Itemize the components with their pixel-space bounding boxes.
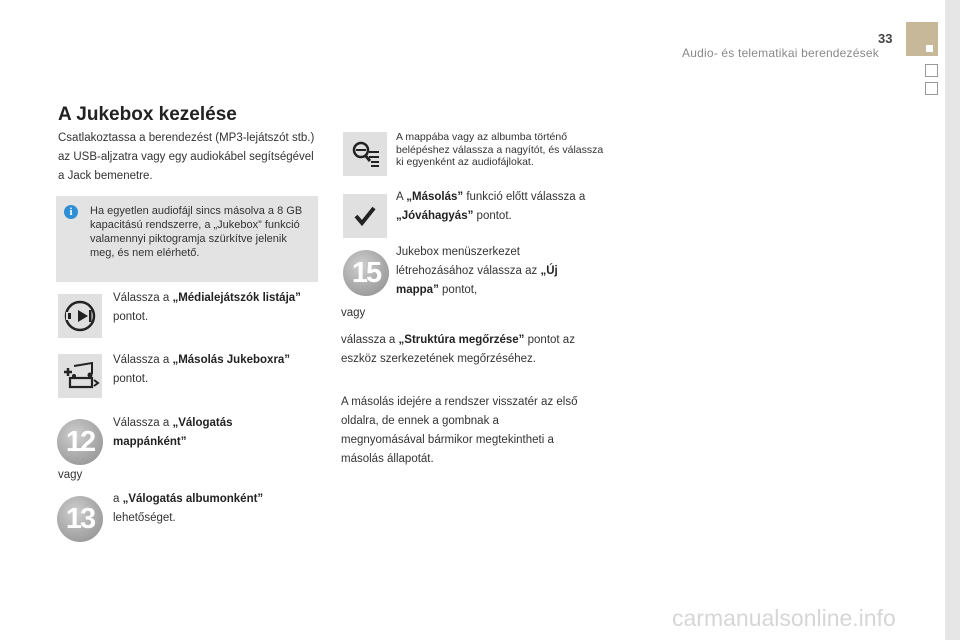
checkmark-icon xyxy=(343,194,387,238)
page-title: A Jukebox kezelése xyxy=(58,104,237,125)
confirm-button[interactable] xyxy=(343,194,387,238)
section-header: Audio- és telematikai berendezések xyxy=(682,46,879,60)
step-bold: „Jóváhagyás” xyxy=(396,210,474,222)
step-bold: „Válogatás albumonként” xyxy=(122,493,264,505)
info-note-text: Ha egyetlen audiofájl sincs másolva a 8 GB kapacitású rendszerre, a „Jukebox” funkció valamennyi piktogramja szürkítve jelenik meg, és nem elérhető. xyxy=(90,205,303,259)
step-copy-jukebox xyxy=(113,351,290,389)
step-badge-12: 12 xyxy=(57,419,103,465)
media-players-list-button[interactable] xyxy=(58,294,102,338)
media-players-list-icon xyxy=(58,294,102,338)
step-badge-13: 13 xyxy=(57,496,103,542)
step-text: pontot. xyxy=(113,311,149,323)
step-text: Válassza a xyxy=(113,417,173,429)
info-icon: i xyxy=(64,205,78,219)
step-bold: „Másolás” xyxy=(406,191,464,203)
magnifier-button[interactable] xyxy=(343,132,387,176)
copy-jukebox-icon xyxy=(58,354,102,398)
step-text: pontot. xyxy=(473,210,512,222)
step-bold: mappa” xyxy=(396,284,439,296)
step-text: A xyxy=(396,191,407,203)
step-text: létrehozásához válassza az xyxy=(396,265,541,277)
step-text: pontot. xyxy=(113,373,149,385)
step-bold: mappánként” xyxy=(113,436,187,448)
step-select-by-folder xyxy=(113,414,233,452)
chapter-tab-marker xyxy=(926,45,933,52)
step-text: a xyxy=(113,493,123,505)
step-text: funkció előtt válassza a xyxy=(463,191,586,203)
intro-text: Csatlakoztassa a berendezést (MP3-lejátszót stb.) az USB-aljzatra vagy egy audiokábel segítségével a Jack bemenetre. xyxy=(58,132,315,182)
step-keep-structure xyxy=(341,331,575,369)
nav-box-2[interactable] xyxy=(925,82,938,95)
page-edge-bar xyxy=(945,0,960,640)
magnifier-list-icon xyxy=(343,132,387,176)
step-select-by-album xyxy=(113,490,263,528)
step-text: pontot az xyxy=(524,334,575,346)
info-note xyxy=(56,196,318,282)
nav-box-1[interactable] xyxy=(925,64,938,77)
step-text: Válassza a xyxy=(113,292,173,304)
step-bold: „Struktúra megőrzése” xyxy=(398,334,525,346)
step-text: pontot, xyxy=(438,284,478,296)
or-label-2: vagy xyxy=(341,307,366,319)
step-bold: „Másolás Jukeboxra” xyxy=(172,354,291,366)
copy-jukebox-button[interactable] xyxy=(58,354,102,398)
step-text: Jukebox menüszerkezet xyxy=(396,246,521,258)
step-text: válassza a xyxy=(341,334,399,346)
step-text: eszköz szerkezetének megőrzéséhez. xyxy=(341,353,536,365)
page-number: 33 xyxy=(878,31,893,46)
step-text: Válassza a xyxy=(113,354,173,366)
chapter-tab[interactable] xyxy=(906,22,938,56)
step-bold: „Médialejátszók listája” xyxy=(172,292,301,304)
step-badge-15: 15 xyxy=(343,250,389,296)
step-text: lehetőséget. xyxy=(113,512,176,524)
watermark: carmanualsonline.info xyxy=(672,605,896,631)
step-confirm xyxy=(396,188,585,226)
copy-status-text: A másolás idejére a rendszer visszatér az első oldalra, de ennek a gombnak a megnyomásával bármikor megtekintheti a másolás állapotát. xyxy=(341,396,578,465)
step-new-folder xyxy=(396,243,558,300)
step-bold: „Új xyxy=(540,265,558,277)
or-label-1: vagy xyxy=(58,469,83,481)
step-magnifier-text: A mappába vagy az albumba történő belépéshez válassza a nagyítót, és válassza ki egyenként az audiofájlokat. xyxy=(396,131,604,168)
step-bold: „Válogatás xyxy=(172,417,233,429)
step-media-list xyxy=(113,289,301,327)
